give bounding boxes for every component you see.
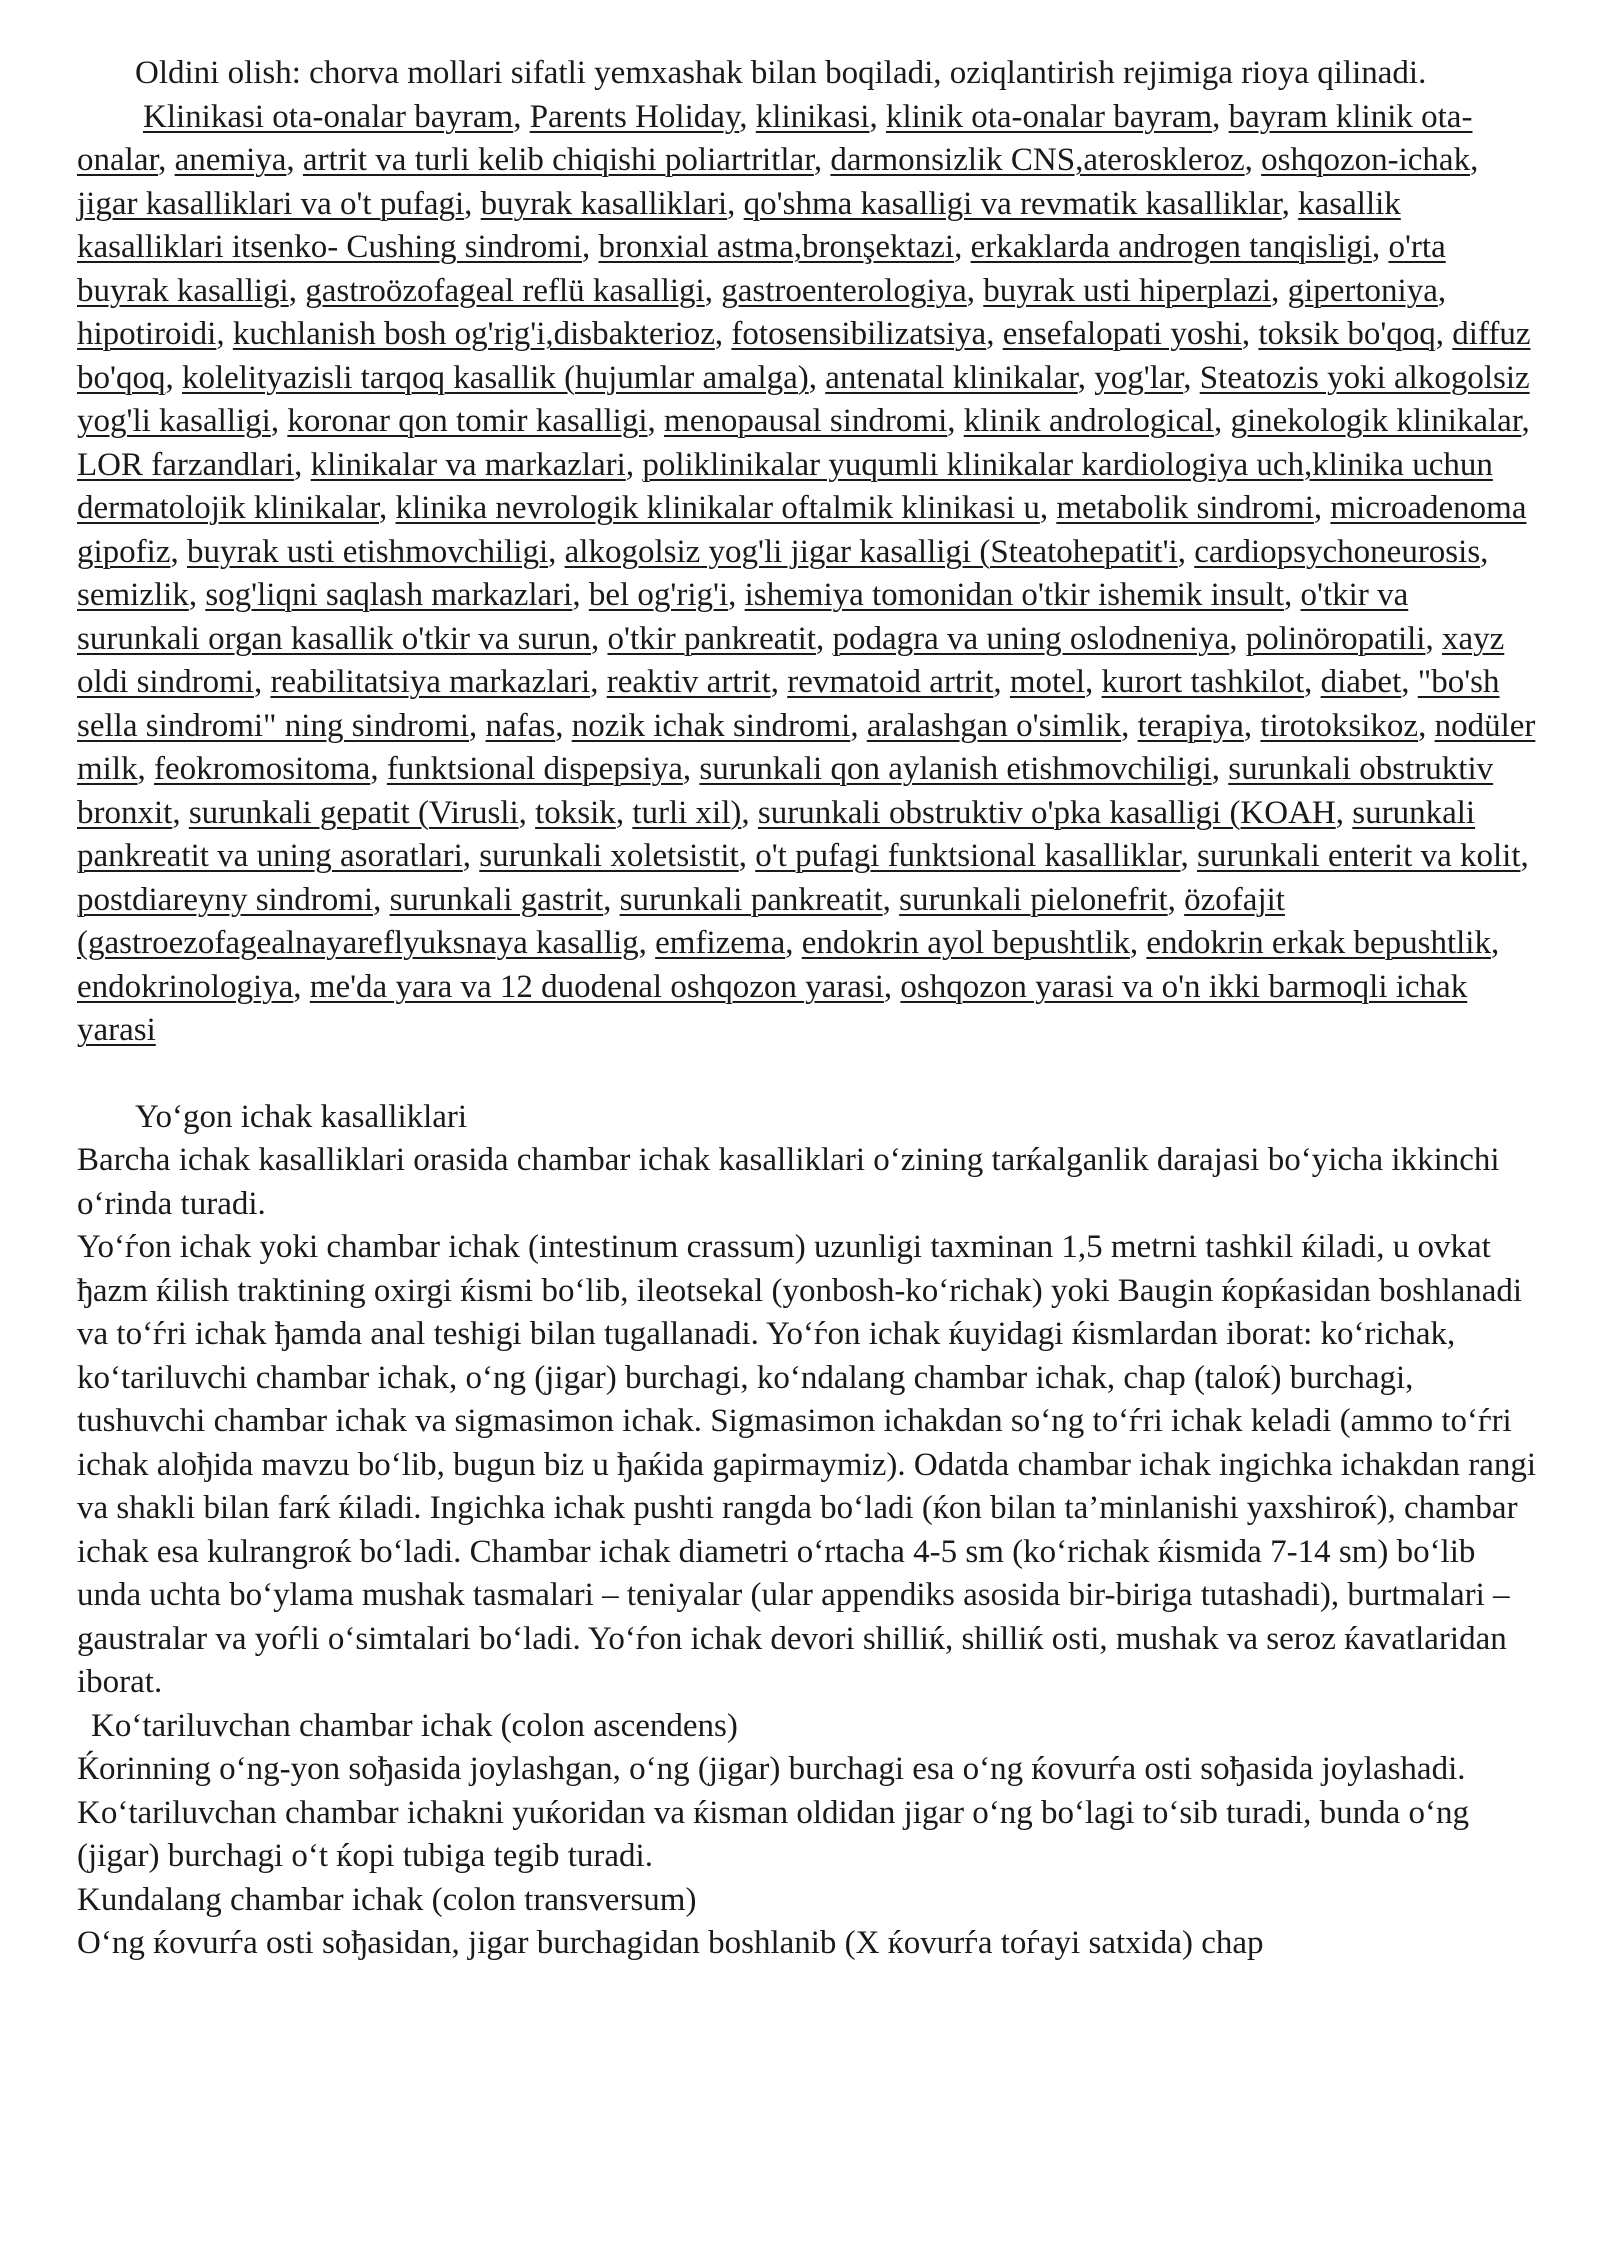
subsection-title: Ko‘tariluvchan chambar ichak (colon ascendens)	[91, 1707, 738, 1744]
related-link[interactable]: kurort tashkilot	[1101, 664, 1305, 700]
paragraph: O‘ng ќovurѓa osti soђasidan, jigar burchagidan boshlanib (X ќovurѓa toѓayi satxida) chap	[77, 1925, 1264, 1961]
spacer	[77, 1053, 1537, 1096]
related-link[interactable]: o'rta buyrak kasalligi	[77, 229, 1446, 309]
related-link[interactable]: endokrin erkak bepushtlik	[1146, 925, 1491, 961]
related-links-paragraph: Klinikasi ota-onalar bayram, Parents Holiday, klinikasi, klinik ota-onalar bayram, bayram klinik ota-onalar, anemiya, artrit va turli kelib chiqishi poliartritlar, darmonsizlik CNS,ateroskleroz, oshqozon-ichak, jigar kasalliklari va o't pufagi, buyrak kasalliklari, qo'shma kasalligi va revmatik kasalliklar, kasallik kasalliklari itsenko- Cushing sindromi, bronxial astma,bronşektazi, erkaklarda androgen tanqisligi, o'rta buyrak kasalligi, gastroözofageal reflü kasalligi, gastroenterologiya, buyrak usti hiperplazi, gipertoniya, hipotiroidi, kuchlanish bosh og'rig'i,disbakterioz, fotosensibilizatsiya, ensefalopati yoshi, toksik bo'qoq, diffuz bo'qoq, kolelityazisli tarqoq kasallik (hujumlar amalga), antenatal klinikalar, yog'lar, Steatozis yoki alkogolsiz yog'li kasalligi, koronar qon tomir kasalligi, menopausal sindromi, klinik andrological, ginekologik klinikalar, LOR farzandlari, klinikalar va markazlari, poliklinikalar yuqumli klinikalar kardiologiya uch,klinika uchun dermatolojik klinikalar, klinika nevrologik klinikalar oftalmik klinikasi u, metabolik sindromi, microadenoma gipofiz, buyrak usti etishmovchiligi, alkogolsiz yog'li jigar kasalligi (Steatohepatit'i, cardiopsychoneurosis, semizlik, sog'liqni saqlash markazlari, bel og'rig'i, ishemiya tomonidan o'tkir ishemik insult, o'tkir va surunkali organ kasallik o'tkir va surun, o'tkir pankreatit, podagra va uning oslodneniya, polinöropatili, xayz oldi sindromi, reabilitatsiya markazlari, reaktiv artrit, revmatoid artrit, motel, kurort tashkilot, diabet, "bo'sh sella sindromi" ning sindromi, nafas, nozik ichak sindromi, aralashgan o'simlik, terapiya, tirotoksikoz, nodüler milk, feokromositoma, funktsional dispepsiya, surunkali qon aylanish etishmovchiligi, surunkali obstruktiv bronxit, surunkali gepatit (Virusli, toksik, turli xil), surunkali obstruktiv o'pka kasalligi (KOAH, surunkali pankreatit va uning asoratlari, surunkali xoletsistit, o't pufagi funktsional kasalliklar, surunkali enterit va kolit, postdiareyny sindromi, surunkali gastrit, surunkali pankreatit, surunkali pielonefrit, özofajit (gastroezofagealnayareflyuksnaya kasallig, emfizema, endokrin ayol bepushtlik, endokrin erkak bepushtlik, endokrinologiya, me'da yara va 12 duodenal oshqozon yarasi, oshqozon yarasi va o'n ikki barmoqli ichak yarasi	[77, 98, 1536, 1048]
related-link[interactable]: buyrak kasalliklari	[480, 185, 728, 222]
related-link[interactable]: oshqozon-ichak	[1261, 142, 1471, 178]
related-link[interactable]: koronar qon tomir kasalligi	[287, 403, 648, 439]
related-link[interactable]: sog'liqni saqlash markazlari	[205, 577, 573, 613]
related-link[interactable]: surunkali obstruktiv o'pka kasalligi (KOAH	[757, 794, 1336, 831]
related-link[interactable]: anemiya	[174, 142, 287, 178]
related-link[interactable]: metabolik sindromi	[1056, 490, 1314, 526]
related-link[interactable]: ginekologik klinikalar	[1230, 403, 1522, 439]
related-link[interactable]: klinikasi	[755, 98, 870, 135]
related-link[interactable]: Klinikasi ota-onalar bayram	[143, 98, 514, 135]
related-link[interactable]: bronxial astma,bronşektazi	[598, 229, 955, 265]
related-link[interactable]: motel	[1009, 664, 1086, 700]
related-link[interactable]: toksik	[535, 794, 616, 831]
related-link[interactable]: aralashgan o'simlik	[866, 707, 1122, 744]
related-link[interactable]: menopausal sindromi	[664, 403, 948, 439]
subsection-title: Kundalang chambar ichak (colon transversum)	[77, 1881, 697, 1918]
related-link[interactable]: surunkali pankreatit va uning asoratlari	[77, 794, 1476, 874]
related-link[interactable]: xayz oldi sindromi	[77, 620, 1505, 700]
paragraph: Yo‘ѓon ichak yoki chambar ichak (intestinum crassum) uzunligi taxminan 1,5 metrni tashkil ќiladi, u ovkat ђazm ќilish traktining oxirgi ќismi bo‘lib, ileotsekal (yonbosh-ko‘richak) yoki Baugin ќopќasidan boshlanadi va to‘ѓri ichak ђamda anal teshigi bilan tugallanadi. Yo‘ѓon ichak ќuyidagi ќismlardan iborat: ko‘richak, ko‘tariluvchi chambar ichak, o‘ng (jigar) burchagi, ko‘ndalang chambar ichak, chap (taloќ) burchagi, tushuvchi chambar ichak va sigmasimon ichak. Sigmasimon ichakdan so‘ng to‘ѓri ichak keladi (ammo to‘ѓri ichak aloђida mavzu bo‘lib, bugun biz u ђaќida gapirmaymiz). Odatda chambar ichak ingichka ichakdan rangi va shakli bilan farќ ќiladi. Ingichka ichak pushti rangda bo‘ladi (ќon bilan ta’minlanishi yaxshiroќ), chambar ichak esa kulrangroќ bo‘ladi. Chambar ichak diametri o‘rtacha 4-5 sm (ko‘richak ќismida 7-14 sm) bo‘lib unda uchta bo‘ylama mushak tasmalari – teniyalar (ular appendiks asosida bir-biriga tutashadi), burtmalari – gaustralar va yoѓli o‘simtalari bo‘ladi. Yo‘ѓon ichak devori shilliќ, shilliќ osti, mushak va seroz ќavatlaridan iborat.	[77, 1229, 1537, 1700]
intro-paragraph: Oldini olish: chorva mollari sifatli yemxashak bilan boqiladi, oziqlantirish rejimiga rioya qilinadi.	[135, 55, 1427, 91]
related-link[interactable]: diabet	[1320, 664, 1402, 700]
related-link[interactable]: bel og'rig'i	[588, 577, 729, 613]
related-link[interactable]: qo'shma kasalligi va revmatik kasalliklar	[743, 185, 1282, 222]
document-page	[77, 52, 1537, 1966]
related-link[interactable]: reabilitatsiya markazlari	[270, 664, 591, 700]
related-link[interactable]: o'tkir pankreatit	[607, 620, 816, 657]
related-link[interactable]: kuchlanish bosh og'rig'i,disbakterioz	[232, 316, 715, 352]
related-link[interactable]: klinik ota-onalar bayram	[885, 98, 1213, 135]
related-link[interactable]: gastroözofageal reflü kasalligi	[305, 272, 705, 309]
related-link[interactable]: nozik ichak sindromi	[571, 707, 851, 744]
related-link[interactable]: klinika nevrologik klinikalar oftalmik klinikasi u	[395, 490, 1040, 526]
related-link[interactable]: funktsional dispepsiya	[386, 751, 683, 787]
related-link[interactable]: özofajit (gastroezofagealnayareflyuksnaya kasallig	[77, 881, 1285, 961]
related-link[interactable]: surunkali xoletsistit	[479, 838, 739, 874]
related-link[interactable]: alkogolsiz yog'li jigar kasalligi (Steatohepatit'i	[564, 533, 1178, 570]
related-link[interactable]: darmonsizlik CNS,ateroskleroz	[830, 142, 1245, 178]
paragraph: Barcha ichak kasalliklari orasida chambar ichak kasalliklari o‘zining tarќalganlik darajasi bo‘yicha ikkinchi o‘rinda turadi.	[77, 1142, 1500, 1222]
related-link[interactable]: buyrak usti hiperplazi	[983, 272, 1272, 309]
related-link[interactable]: erkaklarda androgen tanqisligi	[970, 229, 1372, 265]
related-link[interactable]: postdiareyny sindromi	[77, 881, 374, 918]
related-link[interactable]: jigar kasalliklari va o't pufagi	[77, 185, 465, 222]
related-link[interactable]: Steatozis yoki alkogolsiz yog'li kasalligi	[77, 359, 1530, 439]
related-link[interactable]: endokrinologiya	[77, 968, 294, 1005]
related-link[interactable]: buyrak usti etishmovchiligi	[186, 533, 549, 570]
related-link[interactable]: endokrin ayol bepushtlik	[801, 925, 1130, 961]
paragraph: Ќorinning o‘ng-yon soђasida joylashgan, o‘ng (jigar) burchagi esa o‘ng ќovurѓa osti soђasida joylashadi. Ko‘tariluvchan chambar ichakni yuќoridan va ќisman oldidan jigar o‘ng bo‘lagi to‘sib turadi, bunda o‘ng (jigar) burchagi o‘t ќopi tubiga tegib turadi.	[77, 1751, 1470, 1874]
related-link[interactable]: cardiopsychoneurosis	[1194, 533, 1481, 570]
related-link[interactable]: microadenoma gipofiz	[77, 490, 1527, 570]
related-link[interactable]: yog'lar	[1094, 359, 1184, 396]
related-link[interactable]: klinikalar va markazlari	[310, 446, 626, 483]
related-link[interactable]: revmatoid artrit	[787, 664, 994, 700]
related-link[interactable]: diffuz bo'qoq	[77, 316, 1531, 396]
related-link[interactable]: turli xil)	[632, 794, 742, 831]
related-link[interactable]: me'da yara va 12 duodenal oshqozon yarasi	[309, 968, 884, 1005]
related-link[interactable]: kolelityazisli tarqoq kasallik (hujumlar amalga)	[181, 359, 809, 396]
related-link[interactable]: Parents Holiday	[529, 98, 740, 135]
related-link[interactable]: ishemiya tomonidan o'tkir ishemik insult	[744, 577, 1285, 613]
related-link[interactable]: nodüler milk	[77, 707, 1536, 787]
related-link[interactable]: polinöropatili	[1245, 620, 1426, 657]
related-link[interactable]: toksik bo'qoq	[1258, 316, 1436, 352]
related-link[interactable]: LOR farzandlari	[77, 446, 295, 483]
related-link[interactable]: o't pufagi funktsional kasalliklar	[755, 838, 1181, 874]
related-link[interactable]: surunkali pielonefrit	[899, 881, 1168, 918]
related-link[interactable]: surunkali pankreatit	[619, 881, 883, 918]
related-link[interactable]: gipertoniya	[1287, 272, 1438, 309]
related-link[interactable]: surunkali gepatit (Virusli	[188, 794, 519, 831]
related-link[interactable]: artrit va turli kelib chiqishi poliartritlar	[302, 142, 814, 178]
related-link[interactable]: ensefalopati yoshi	[1002, 316, 1242, 352]
related-link[interactable]: podagra va uning oslodneniya	[832, 620, 1230, 657]
related-link[interactable]: oshqozon yarasi va o'n ikki barmoqli ichak yarasi	[77, 968, 1468, 1048]
related-link[interactable]: "bo'sh sella sindromi" ning sindromi	[77, 664, 1500, 744]
related-link[interactable]: antenatal klinikalar	[825, 359, 1078, 396]
related-link[interactable]: emfizema	[655, 925, 786, 961]
related-link[interactable]: semizlik	[77, 577, 189, 613]
related-link[interactable]: fotosensibilizatsiya	[731, 316, 987, 352]
related-link[interactable]: kasallik kasalliklari itsenko- Cushing sindromi	[77, 185, 1401, 265]
related-link[interactable]: surunkali enterit va kolit	[1196, 838, 1521, 874]
related-link[interactable]: bayram klinik ota-onalar	[77, 98, 1473, 178]
related-link[interactable]: reaktiv artrit	[606, 664, 771, 700]
related-link[interactable]: gastroenterologiya	[721, 272, 967, 309]
related-link[interactable]: surunkali qon aylanish etishmovchiligi	[699, 751, 1212, 787]
related-link[interactable]: o'tkir va surunkali organ kasallik o'tkir va surun	[77, 577, 1409, 657]
related-link[interactable]: surunkali gastrit	[389, 881, 604, 918]
related-link[interactable]: poliklinikalar yuqumli klinikalar kardiologiya uch,klinika uchun dermatolojik klinikalar	[77, 446, 1493, 526]
related-link[interactable]: tirotoksikoz	[1260, 707, 1419, 744]
related-link[interactable]: terapiya	[1137, 707, 1244, 744]
related-link[interactable]: feokromositoma	[154, 751, 371, 787]
related-link[interactable]: hipotiroidi	[77, 316, 217, 352]
related-link[interactable]: surunkali obstruktiv bronxit	[77, 751, 1494, 831]
section-title: Yo‘gon ichak kasalliklari	[135, 1098, 468, 1135]
related-link[interactable]: nafas	[485, 707, 556, 744]
related-link[interactable]: klinik andrological	[963, 403, 1214, 439]
